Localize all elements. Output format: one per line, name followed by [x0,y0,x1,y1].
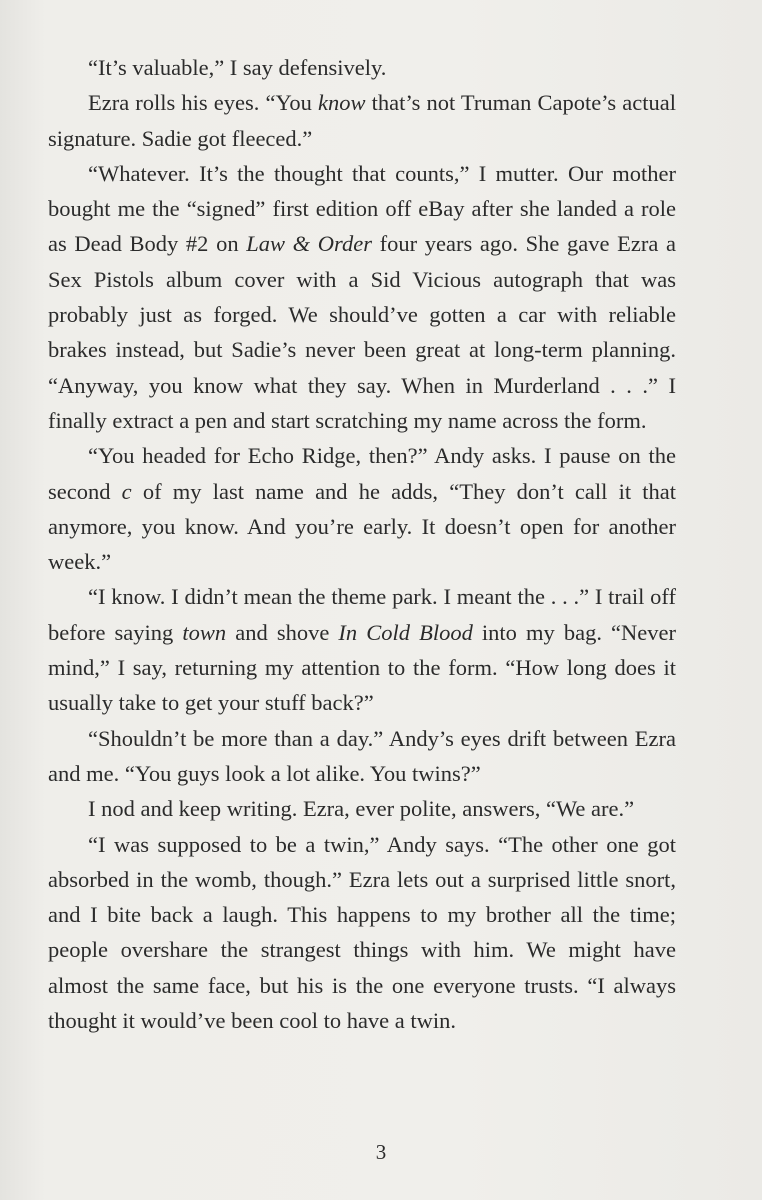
paragraph-8: “I was supposed to be a twin,” Andy says. “The other one got absorbed in the womb, though.” Ezra lets out a surprised little snort, and I bite back a laugh. This happens to my brother all the time; people overshare the strangest things with him. We might have almost the same face, but his is the one everyone trusts. “I always thought it would’ve been cool to have a twin. [48,831,676,1034]
paragraph-1: “It’s valuable,” I say defensively. [88,55,387,80]
body-text [48,50,676,1038]
paragraph-5: “I know. I didn’t mean the theme park. I meant the . . .” I trail off before saying town and shove In Cold Blood into my bag. “Never mind,” I say, returning my attention to the form. “How long does it usually take to get your stuff back?” [48,584,677,716]
paragraph-7: I nod and keep writing. Ezra, ever polite, answers, “We are.” [88,796,635,822]
page-number: 3 [375,1140,387,1164]
paragraph-2: Ezra rolls his eyes. “You know that’s not Truman Capote’s actual signature. Sadie got fleeced.” [48,90,676,151]
paragraph-4: “You headed for Echo Ridge, then?” Andy asks. I pause on the second c of my last name and he adds, “They don’t call it that anymore, you know. And you’re early. It doesn’t open for another week.” [48,443,676,575]
paragraph-3: “Whatever. It’s the thought that counts,” I mutter. Our mother bought me the “signed” first edition off eBay after she landed a role as Dead Body #2 on Law & Order four years ago. She gave Ezra a Sex Pistols album cover with a Sid Vicious autograph that was probably just as forged. We should’ve gotten a car with reliable brakes instead, but Sadie’s never been great at long-term planning. “Anyway, you know what they say. When in Murderland . . .” I finally extract a pen and start scratching my name across the form. [48,160,676,433]
paragraph-6: “Shouldn’t be more than a day.” Andy’s eyes drift between Ezra and me. “You guys look a lot alike. You twins?” [48,725,676,786]
